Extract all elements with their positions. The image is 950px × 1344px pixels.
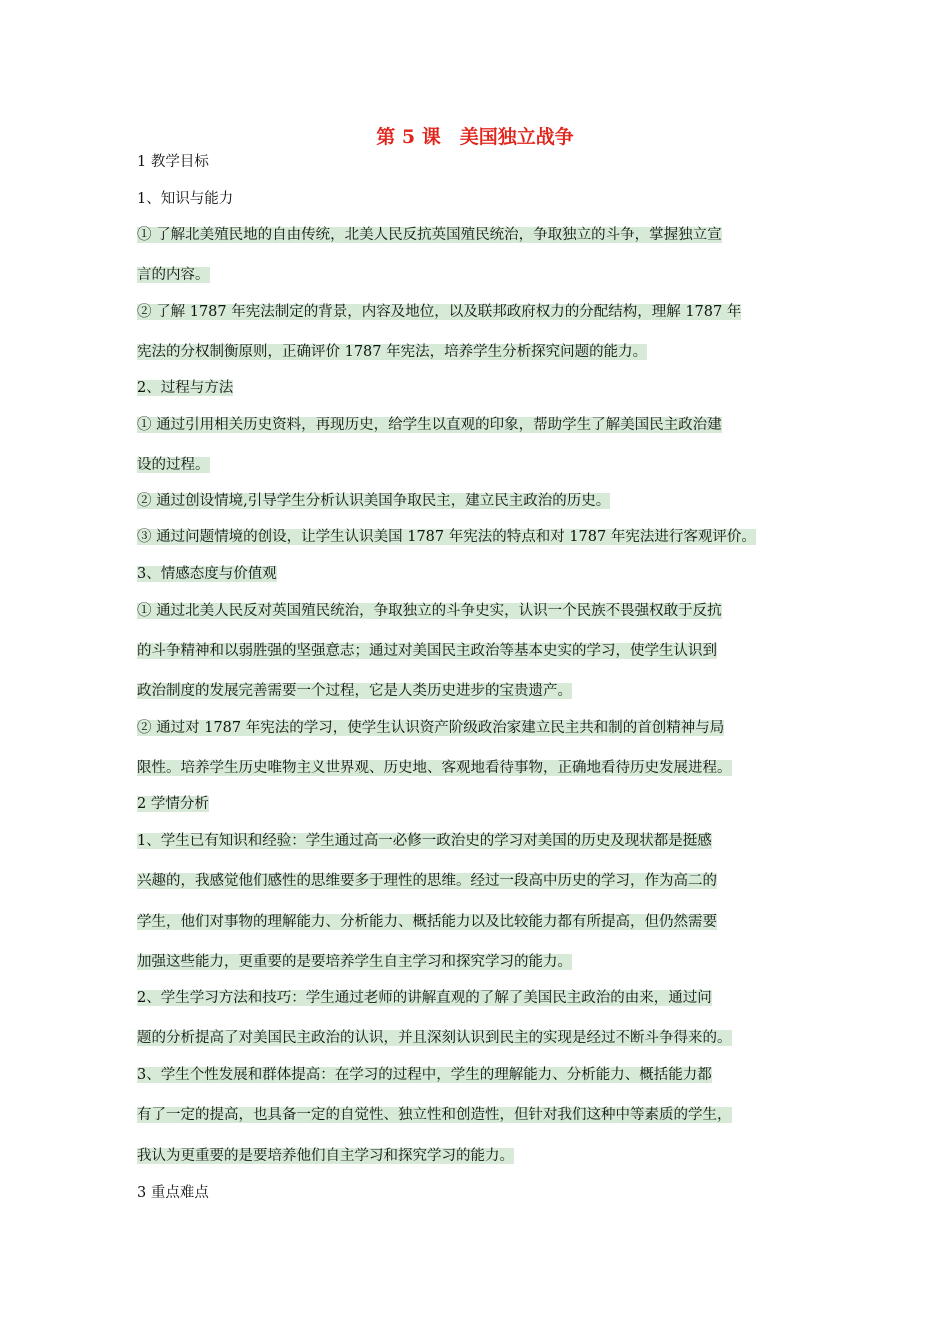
paragraph-line: 兴趣的，我感觉他们感性的思维要多于理性的思维。经过一段高中历史的学习，作为高二的 [137, 873, 717, 889]
paragraph-line: 设的过程。 [137, 457, 210, 473]
paragraph-line: 限性。培养学生历史唯物主义世界观、历史地、客观地看待事物，正确地看待历史发展进程。 [137, 760, 732, 776]
paragraph-line: 我认为更重要的是要培养他们自主学习和探究学习的能力。 [137, 1148, 514, 1164]
paragraph-line: 1、学生已有知识和经验：学生通过高一必修一政治史的学习对美国的历史及现状都是挺感 [137, 833, 712, 849]
section-heading-learning-analysis: 2 学情分析 [137, 796, 209, 812]
paragraph-line: ② 了解 1787 年宪法制定的背景，内容及地位，以及联邦政府权力的分配结构，理解 1787 年 [137, 304, 742, 320]
section-heading-key-difficulties: 3 重点难点 [137, 1185, 209, 1201]
subsection-process-method: 2、过程与方法 [137, 380, 234, 396]
paragraph-line: 3、学生个性发展和群体提高：在学习的过程中，学生的理解能力、分析能力、概括能力都 [137, 1067, 712, 1083]
paragraph-line: 宪法的分权制衡原则，正确评价 1787 年宪法，培养学生分析探究问题的能力。 [137, 344, 648, 360]
paragraph-line: 的斗争精神和以弱胜强的坚强意志；通过对美国民主政治等基本史实的学习，使学生认识到 [137, 643, 717, 659]
paragraph-line: 题的分析提高了对美国民主政治的认识，并且深刻认识到民主的实现是经过不断斗争得来的。 [137, 1030, 732, 1046]
paragraph-line: 有了一定的提高，也具备一定的自觉性、独立性和创造性，但针对我们这种中等素质的学生， [137, 1107, 732, 1123]
paragraph-line: ② 通过对 1787 年宪法的学习，使学生认识资产阶级政治家建立民主共和制的首创精神与局 [137, 720, 725, 736]
paragraph-line: 言的内容。 [137, 267, 210, 283]
paragraph-line: 政治制度的发展完善需要一个过程，它是人类历史进步的宝贵遗产。 [137, 683, 572, 699]
paragraph-line: 加强这些能力，更重要的是要培养学生自主学习和探究学习的能力。 [137, 954, 572, 970]
section-heading-teaching-goals: 1 教学目标 [137, 154, 209, 170]
paragraph-line: ① 通过北美人民反对英国殖民统治，争取独立的斗争史实，认识一个民族不畏强权敢于反抗 [137, 603, 722, 619]
paragraph-line: 2、学生学习方法和技巧：学生通过老师的讲解直观的了解了美国民主政治的由来，通过问 [137, 990, 712, 1006]
subsection-emotion-values: 3、情感态度与价值观 [137, 566, 277, 582]
paragraph-line: ① 通过引用相关历史资料，再现历史，给学生以直观的印象，帮助学生了解美国民主政治建 [137, 417, 722, 433]
subsection-knowledge-ability: 1、知识与能力 [137, 191, 234, 207]
paragraph-line: ① 了解北美殖民地的自由传统，北美人民反抗英国殖民统治，争取独立的斗争，掌握独立宣 [137, 227, 722, 243]
paragraph-line: ③ 通过问题情境的创设，让学生认识美国 1787 年宪法的特点和对 1787 年宪法进行客观评价。 [137, 529, 756, 545]
paragraph-line: ② 通过创设情境,引导学生分析认识美国争取民主，建立民主政治的历史。 [137, 493, 611, 509]
paragraph-line: 学生，他们对事物的理解能力、分析能力、概括能力以及比较能力都有所提高，但仍然需要 [137, 914, 717, 930]
document-title: 第 5 课 美国独立战争 [376, 126, 574, 148]
